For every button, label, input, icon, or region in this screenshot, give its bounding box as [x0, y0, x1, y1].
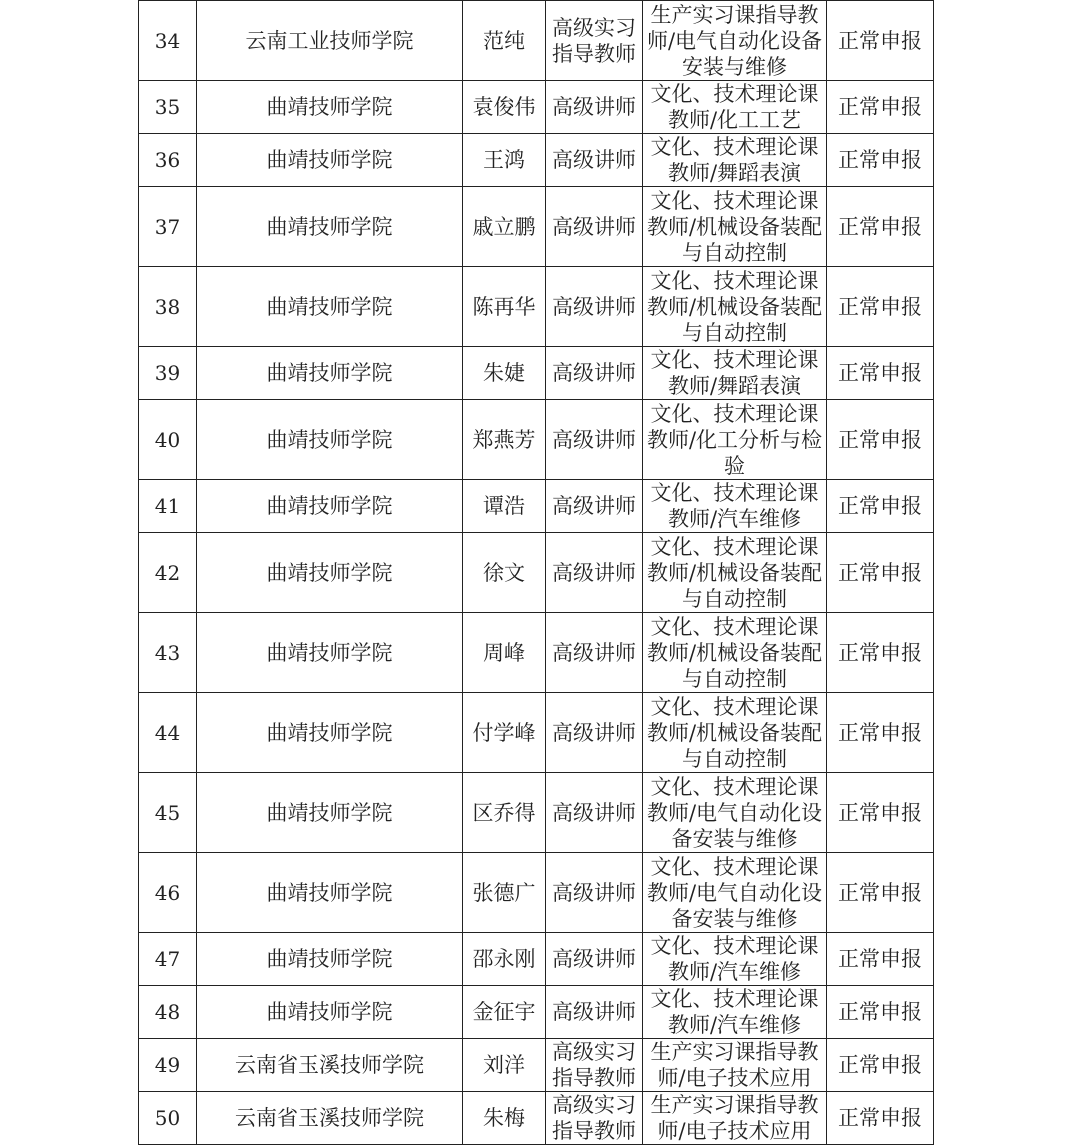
table-row	[139, 187, 934, 267]
table-row	[139, 613, 934, 693]
cell-school: 曲靖技师学院	[197, 267, 463, 347]
cell-name: 邵永刚	[463, 933, 546, 986]
cell-number: 37	[139, 187, 197, 267]
cell-post: 文化、技术理论课教师/电气自动化设备安装与维修	[643, 853, 827, 933]
cell-name: 陈再华	[463, 267, 546, 347]
cell-post: 文化、技术理论课教师/汽车维修	[643, 986, 827, 1039]
cell-post: 文化、技术理论课教师/机械设备装配与自动控制	[643, 693, 827, 773]
cell-status: 正常申报	[827, 134, 934, 187]
cell-post: 文化、技术理论课教师/电气自动化设备安装与维修	[643, 773, 827, 853]
cell-name: 袁俊伟	[463, 81, 546, 134]
cell-number: 40	[139, 400, 197, 480]
cell-status: 正常申报	[827, 1039, 934, 1092]
cell-name: 朱婕	[463, 347, 546, 400]
cell-school: 曲靖技师学院	[197, 773, 463, 853]
cell-number: 43	[139, 613, 197, 693]
cell-school: 云南省玉溪技师学院	[197, 1092, 463, 1145]
cell-school: 曲靖技师学院	[197, 81, 463, 134]
cell-number: 44	[139, 693, 197, 773]
cell-post: 文化、技术理论课教师/机械设备装配与自动控制	[643, 613, 827, 693]
table-row	[139, 986, 934, 1039]
cell-school: 曲靖技师学院	[197, 533, 463, 613]
cell-number: 42	[139, 533, 197, 613]
cell-school: 云南工业技师学院	[197, 1, 463, 81]
cell-school: 曲靖技师学院	[197, 480, 463, 533]
cell-school: 曲靖技师学院	[197, 187, 463, 267]
cell-school: 曲靖技师学院	[197, 400, 463, 480]
table-row	[139, 400, 934, 480]
table-row	[139, 81, 934, 134]
cell-status: 正常申报	[827, 693, 934, 773]
cell-post: 文化、技术理论课教师/舞蹈表演	[643, 347, 827, 400]
table-row	[139, 1, 934, 81]
cell-title: 高级实习指导教师	[546, 1092, 643, 1145]
cell-title: 高级讲师	[546, 613, 643, 693]
cell-title: 高级讲师	[546, 853, 643, 933]
table-row	[139, 1039, 934, 1092]
cell-name: 区乔得	[463, 773, 546, 853]
table-row	[139, 933, 934, 986]
cell-name: 周峰	[463, 613, 546, 693]
cell-title: 高级讲师	[546, 533, 643, 613]
cell-name: 范纯	[463, 1, 546, 81]
table-row	[139, 134, 934, 187]
cell-post: 文化、技术理论课教师/汽车维修	[643, 933, 827, 986]
cell-name: 郑燕芳	[463, 400, 546, 480]
cell-title: 高级讲师	[546, 347, 643, 400]
cell-post: 生产实习课指导教师/电子技术应用	[643, 1092, 827, 1145]
cell-post: 文化、技术理论课教师/化工分析与检验	[643, 400, 827, 480]
cell-school: 曲靖技师学院	[197, 853, 463, 933]
cell-number: 45	[139, 773, 197, 853]
cell-name: 谭浩	[463, 480, 546, 533]
cell-school: 曲靖技师学院	[197, 933, 463, 986]
table-row	[139, 533, 934, 613]
cell-status: 正常申报	[827, 1, 934, 81]
cell-status: 正常申报	[827, 933, 934, 986]
cell-school: 云南省玉溪技师学院	[197, 1039, 463, 1092]
cell-number: 50	[139, 1092, 197, 1145]
applicant-table	[138, 0, 934, 1145]
cell-name: 付学峰	[463, 693, 546, 773]
cell-name: 金征宇	[463, 986, 546, 1039]
cell-number: 49	[139, 1039, 197, 1092]
cell-title: 高级讲师	[546, 267, 643, 347]
cell-status: 正常申报	[827, 986, 934, 1039]
cell-school: 曲靖技师学院	[197, 613, 463, 693]
cell-status: 正常申报	[827, 267, 934, 347]
cell-post: 文化、技术理论课教师/化工工艺	[643, 81, 827, 134]
cell-number: 46	[139, 853, 197, 933]
cell-status: 正常申报	[827, 187, 934, 267]
cell-title: 高级讲师	[546, 400, 643, 480]
cell-status: 正常申报	[827, 533, 934, 613]
cell-number: 34	[139, 1, 197, 81]
table-row	[139, 480, 934, 533]
table-row	[139, 773, 934, 853]
cell-post: 生产实习课指导教师/电子技术应用	[643, 1039, 827, 1092]
cell-title: 高级讲师	[546, 693, 643, 773]
cell-number: 36	[139, 134, 197, 187]
cell-status: 正常申报	[827, 400, 934, 480]
cell-name: 朱梅	[463, 1092, 546, 1145]
cell-number: 38	[139, 267, 197, 347]
cell-status: 正常申报	[827, 480, 934, 533]
table-body	[139, 1, 934, 1145]
applicant-table-container	[138, 0, 934, 1145]
cell-school: 曲靖技师学院	[197, 347, 463, 400]
cell-post: 文化、技术理论课教师/机械设备装配与自动控制	[643, 533, 827, 613]
cell-status: 正常申报	[827, 853, 934, 933]
cell-post: 文化、技术理论课教师/舞蹈表演	[643, 134, 827, 187]
cell-status: 正常申报	[827, 347, 934, 400]
cell-name: 张德广	[463, 853, 546, 933]
cell-number: 35	[139, 81, 197, 134]
table-row	[139, 267, 934, 347]
cell-post: 文化、技术理论课教师/汽车维修	[643, 480, 827, 533]
cell-name: 刘洋	[463, 1039, 546, 1092]
cell-status: 正常申报	[827, 773, 934, 853]
cell-school: 曲靖技师学院	[197, 986, 463, 1039]
cell-name: 王鸿	[463, 134, 546, 187]
cell-title: 高级讲师	[546, 187, 643, 267]
table-row	[139, 853, 934, 933]
cell-school: 曲靖技师学院	[197, 134, 463, 187]
cell-status: 正常申报	[827, 81, 934, 134]
cell-title: 高级实习指导教师	[546, 1, 643, 81]
cell-number: 41	[139, 480, 197, 533]
cell-title: 高级讲师	[546, 773, 643, 853]
table-row	[139, 347, 934, 400]
cell-title: 高级讲师	[546, 480, 643, 533]
cell-status: 正常申报	[827, 1092, 934, 1145]
cell-post: 文化、技术理论课教师/机械设备装配与自动控制	[643, 187, 827, 267]
cell-name: 戚立鹏	[463, 187, 546, 267]
cell-title: 高级讲师	[546, 986, 643, 1039]
cell-number: 39	[139, 347, 197, 400]
cell-post: 文化、技术理论课教师/机械设备装配与自动控制	[643, 267, 827, 347]
cell-number: 47	[139, 933, 197, 986]
cell-title: 高级讲师	[546, 134, 643, 187]
table-row	[139, 1092, 934, 1145]
cell-title: 高级讲师	[546, 933, 643, 986]
cell-name: 徐文	[463, 533, 546, 613]
table-row	[139, 693, 934, 773]
cell-number: 48	[139, 986, 197, 1039]
cell-status: 正常申报	[827, 613, 934, 693]
cell-title: 高级讲师	[546, 81, 643, 134]
cell-post: 生产实习课指导教师/电气自动化设备安装与维修	[643, 1, 827, 81]
cell-title: 高级实习指导教师	[546, 1039, 643, 1092]
cell-school: 曲靖技师学院	[197, 693, 463, 773]
